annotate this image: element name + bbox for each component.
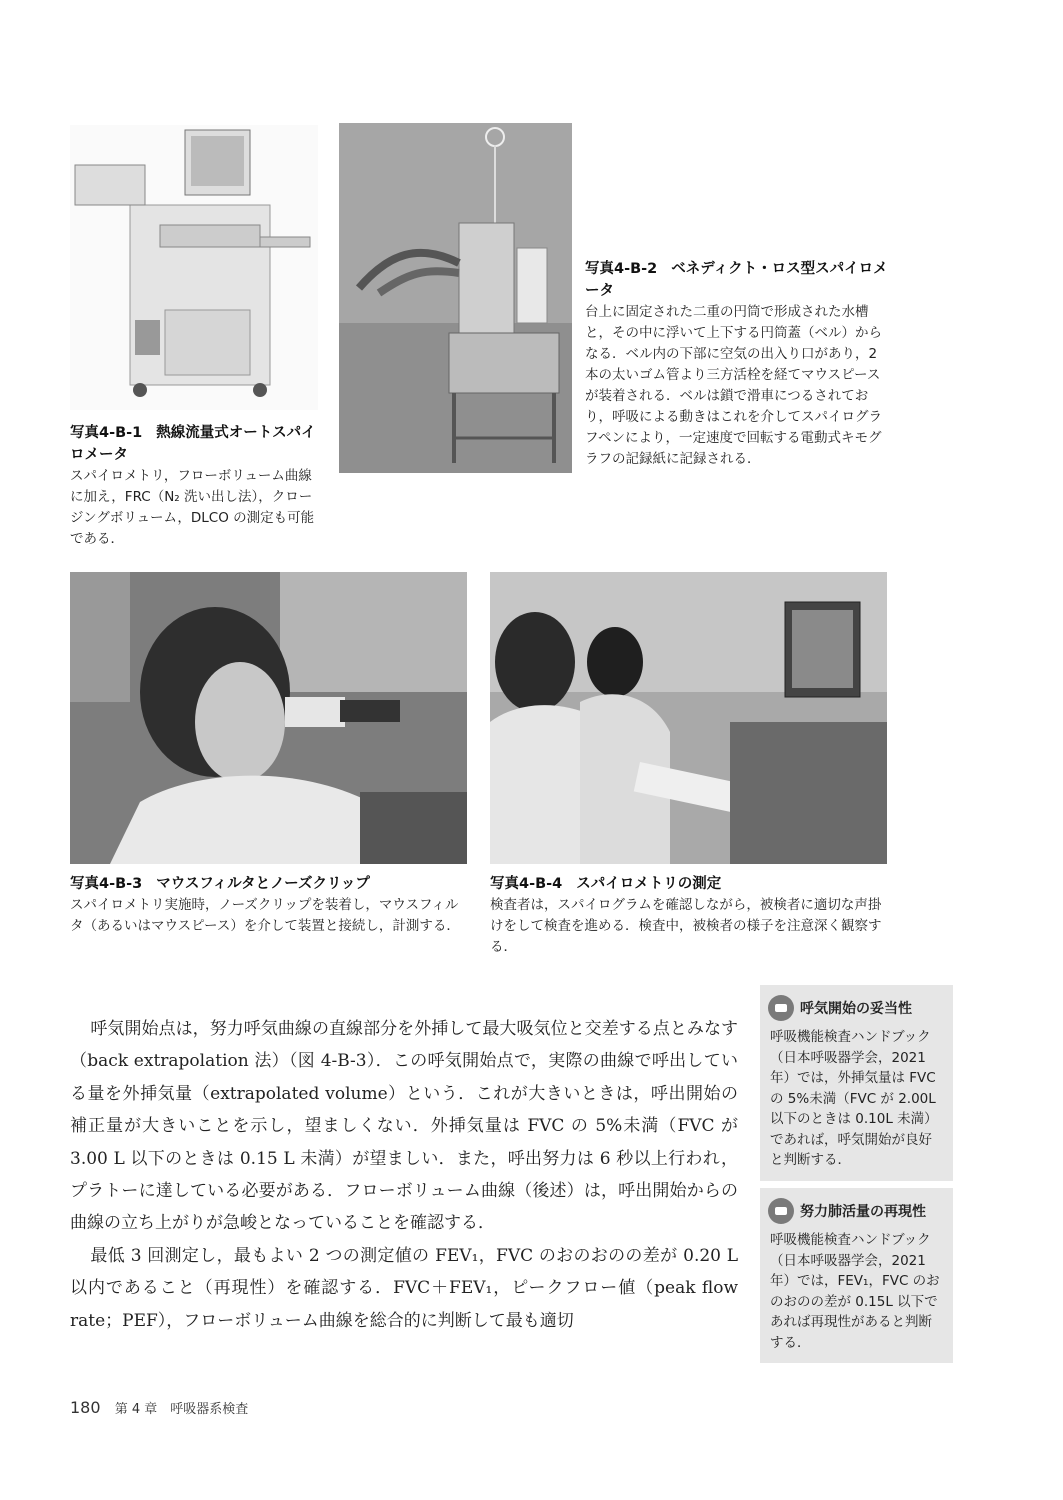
sidebar-title: 呼気開始の妥当性 bbox=[800, 1001, 912, 1017]
spirometry-measurement-illustration bbox=[490, 572, 887, 864]
caption-title-text: スパイロメトリの測定 bbox=[576, 876, 722, 892]
main-body-text bbox=[70, 1013, 738, 1337]
photo-spirometry-measurement bbox=[490, 572, 887, 864]
photo-mouth-filter-nose-clip bbox=[70, 572, 467, 864]
caption-title-text: 熱線流量式オートスパイロメータ bbox=[70, 425, 316, 463]
chapter-title: 第 4 章 呼吸器系検査 bbox=[114, 1402, 249, 1417]
caption-title bbox=[70, 422, 320, 466]
body-paragraph-2: 最低 3 回測定し，最もよい 2 つの測定値の FEV₁，FVC のおのおのの差が 0.20 L 以内であること（再現性）を確認する．FVC＋FEV₁，ピークフロー値（peak flow rate；PEF），フローボリューム曲線を総合的に判断して最も適切 bbox=[70, 1245, 738, 1331]
pointing-hand-icon bbox=[768, 1198, 794, 1224]
caption-text: 台上に固定された二重の円筒で形成された水槽と，その中に浮いて上下する円筒蓋（ベル）からなる．ベル内の下部に空気の出入り口があり，2 本の太いゴム管より三方活栓を経てマウスピースが装着される．ベルは鎖で滑車につるされており，呼吸による動きはこれを介してスパイログラフペンにより，一定速度で回転する電動式キモグラフの記録紙に記録される． bbox=[585, 304, 882, 467]
auto-spirometer-illustration bbox=[70, 125, 318, 410]
caption-4-B-4 bbox=[490, 873, 890, 958]
caption-4-B-2 bbox=[585, 258, 890, 470]
caption-text: 検査者は，スパイログラムを確認しながら，被検者に適切な声掛けをして検査を進める．検査中，被検者の様子を注意深く観察する． bbox=[490, 897, 882, 955]
caption-title-text: ベネディクト・ロス型スパイロメータ bbox=[585, 261, 888, 299]
photo-benedict-roth-spirometer bbox=[339, 123, 572, 473]
pointing-hand-icon bbox=[768, 995, 794, 1021]
sidebar-title: 努力肺活量の再現性 bbox=[800, 1204, 926, 1220]
caption-title bbox=[70, 873, 470, 895]
sidebar-expiration-start-validity bbox=[760, 985, 953, 1181]
photo-auto-spirometer bbox=[70, 125, 318, 410]
caption-text: スパイロメトリ実施時，ノーズクリップを装着し，マウスフィルタ（あるいはマウスピース）を介して装置と接続し，計測する． bbox=[70, 897, 460, 934]
benedict-roth-illustration bbox=[339, 123, 572, 473]
mouth-filter-illustration bbox=[70, 572, 467, 864]
sidebar-text: 呼吸機能検査ハンドブック（日本呼吸器学会，2021 年）では，外挿気量は FVC の 5%未満（FVC が 2.00L 以下のときは 0.10L 未満）であれば，呼気開始が良好と判断する． bbox=[770, 1029, 938, 1168]
body-paragraph-1: 呼気開始点は，努力呼気曲線の直線部分を外挿して最大吸気位と交差する点とみなす（back extrapolation 法）（図 4-B-3）．この呼気開始点で，実際の曲線で呼出している量を外挿気量（extrapolated volume）という．これが大きいときは，呼出開始の補正量が大きいことを示し，望ましくない．外挿気量は FVC の 5%未満（FVC が 3.00 L 以下のときは 0.15 L 未満）が望ましい．また，呼出努力は 6 秒以上行われ，プラトーに達している必要がある．フローボリューム曲線（後述）は，呼出開始からの曲線の立ち上がりが急峻となっていることを確認する． bbox=[70, 1019, 738, 1234]
sidebar-header bbox=[760, 1188, 953, 1228]
caption-title bbox=[490, 873, 890, 895]
caption-number: 写真4-B-4 bbox=[490, 876, 563, 892]
sidebar-header bbox=[760, 985, 953, 1025]
caption-number: 写真4-B-2 bbox=[585, 261, 658, 277]
caption-number: 写真4-B-1 bbox=[70, 425, 143, 441]
caption-4-B-3 bbox=[70, 873, 470, 937]
sidebar-text: 呼吸機能検査ハンドブック（日本呼吸器学会，2021 年）では，FEV₁，FVC のおのおのの差が 0.15L 以下であれば再現性があると判断する． bbox=[770, 1232, 940, 1351]
page-number: 180 bbox=[70, 1398, 101, 1417]
caption-text: スパイロメトリ，フローボリューム曲線に加え，FRC（N₂ 洗い出し法），クロージングボリューム，DLCO の測定も可能である． bbox=[70, 468, 315, 547]
caption-title-text: マウスフィルタとノーズクリップ bbox=[156, 876, 370, 892]
caption-title bbox=[585, 258, 890, 302]
caption-number: 写真4-B-3 bbox=[70, 876, 143, 892]
sidebar-fvc-reproducibility bbox=[760, 1188, 953, 1363]
caption-4-B-1 bbox=[70, 422, 320, 550]
page-footer bbox=[70, 1398, 248, 1417]
